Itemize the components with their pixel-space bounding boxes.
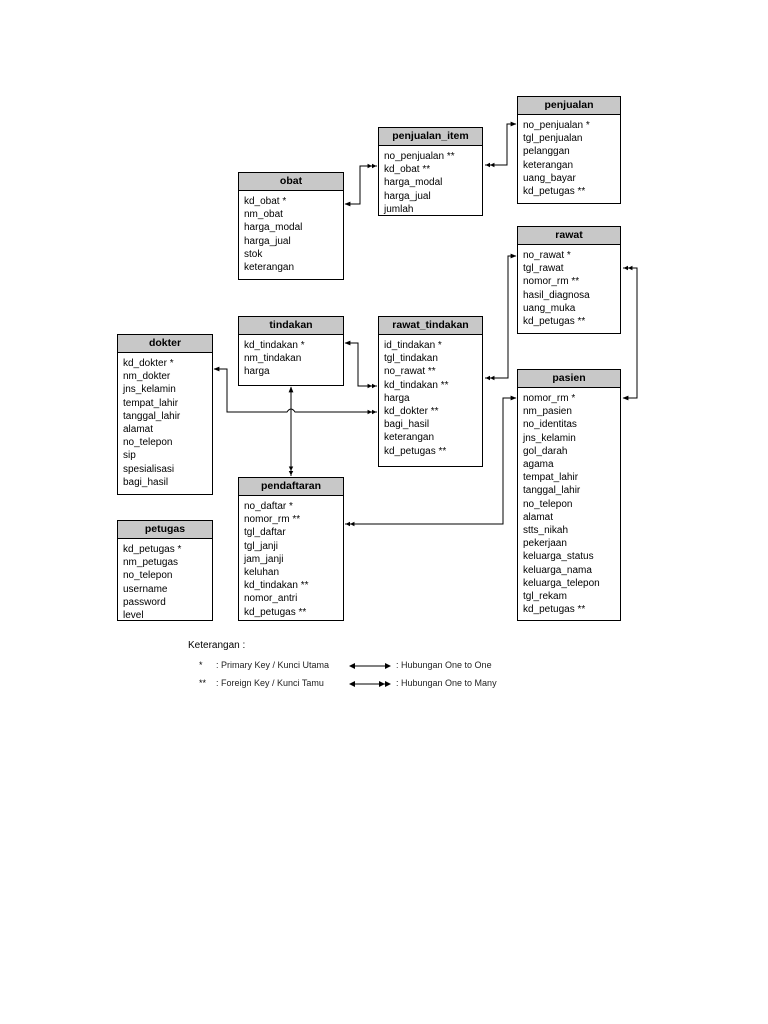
field-list bbox=[379, 335, 482, 460]
legend-desc-primary: : Primary Key / Kunci Utama bbox=[216, 660, 330, 670]
table-title: rawat bbox=[518, 227, 620, 245]
one-to-many-arrow-icon bbox=[348, 679, 392, 689]
field-dokter: nm_dokter bbox=[123, 371, 171, 383]
field-list bbox=[518, 388, 620, 618]
field-pendaftaran: tgl_janji bbox=[244, 540, 278, 552]
field-pendaftaran: kd_tindakan ** bbox=[244, 580, 309, 592]
field-obat: harga_modal bbox=[244, 222, 303, 234]
table-title: petugas bbox=[118, 521, 212, 539]
field-rawat: tgl_rawat bbox=[523, 263, 564, 275]
field-list bbox=[118, 353, 212, 491]
field-penjualan_item: no_penjualan ** bbox=[384, 151, 455, 162]
field-rawat_tindakan: id_tindakan * bbox=[384, 340, 442, 351]
rel-rawat-pasien bbox=[623, 268, 637, 398]
table-pasien bbox=[517, 369, 621, 621]
field-pendaftaran: tgl_daftar bbox=[244, 527, 286, 539]
field-pendaftaran: nomor_antri bbox=[244, 593, 298, 605]
table-petugas bbox=[117, 520, 213, 621]
field-rawat: nomor_rm ** bbox=[523, 276, 580, 288]
field-pasien: keluarga_telepon bbox=[523, 577, 600, 589]
field-dokter: jns_kelamin bbox=[123, 384, 176, 396]
field-list bbox=[518, 245, 620, 330]
field-petugas: username bbox=[123, 583, 168, 595]
field-rawat_tindakan: kd_dokter ** bbox=[384, 406, 439, 418]
table-title: dokter bbox=[118, 335, 212, 353]
table-title: obat bbox=[239, 173, 343, 191]
field-dokter: tanggal_lahir bbox=[123, 410, 181, 422]
field-tindakan: kd_tindakan * bbox=[244, 340, 305, 351]
field-rawat_tindakan: bagi_hasil bbox=[384, 419, 430, 431]
rel-penjualan-penjualan_item bbox=[485, 124, 516, 165]
field-pasien: nomor_rm * bbox=[523, 393, 576, 404]
legend-symbol-foreign: ** bbox=[199, 678, 207, 688]
field-pasien: agama bbox=[523, 459, 554, 471]
field-pendaftaran: kd_petugas ** bbox=[244, 606, 307, 618]
legend-relation-one-to-many: : Hubungan One to Many bbox=[396, 678, 497, 688]
field-list bbox=[118, 539, 212, 624]
field-petugas: no_telepon bbox=[123, 570, 173, 582]
field-rawat_tindakan: kd_petugas ** bbox=[384, 445, 447, 457]
field-dokter: alamat bbox=[123, 424, 154, 436]
field-pasien: gol_darah bbox=[523, 445, 568, 457]
field-rawat_tindakan: harga bbox=[384, 392, 410, 404]
table-penjualan_item bbox=[378, 127, 483, 216]
field-penjualan_item: harga_modal bbox=[384, 177, 443, 189]
field-pasien: jns_kelamin bbox=[523, 432, 576, 444]
field-dokter: bagi_hasil bbox=[123, 476, 169, 488]
field-rawat_tindakan: no_rawat ** bbox=[384, 366, 436, 378]
field-penjualan: pelanggan bbox=[523, 146, 570, 158]
table-rawat_tindakan bbox=[378, 316, 483, 467]
field-pasien: keluarga_nama bbox=[523, 564, 592, 576]
field-list bbox=[239, 496, 343, 621]
field-penjualan: kd_petugas ** bbox=[523, 186, 586, 198]
field-pasien: tempat_lahir bbox=[523, 472, 579, 484]
table-title: penjualan bbox=[518, 97, 620, 115]
legend-title: Keterangan : bbox=[188, 640, 246, 651]
legend bbox=[188, 640, 528, 700]
field-dokter: tempat_lahir bbox=[123, 397, 179, 409]
field-pasien: no_identitas bbox=[523, 419, 577, 431]
field-list bbox=[518, 115, 620, 200]
field-rawat: hasil_diagnosa bbox=[523, 289, 590, 301]
field-obat: stok bbox=[244, 248, 263, 260]
field-tindakan: harga bbox=[244, 366, 270, 378]
field-pasien: keluarga_status bbox=[523, 551, 594, 563]
field-dokter: spesialisasi bbox=[123, 463, 175, 475]
field-pendaftaran: keluhan bbox=[244, 567, 280, 579]
field-pasien: stts_nikah bbox=[523, 525, 569, 537]
field-obat: nm_obat bbox=[244, 209, 283, 221]
field-rawat_tindakan: keterangan bbox=[384, 432, 435, 444]
field-pendaftaran: jam_janji bbox=[244, 553, 284, 565]
field-tindakan: nm_tindakan bbox=[244, 353, 302, 365]
field-penjualan_item: kd_obat ** bbox=[384, 164, 431, 176]
table-penjualan bbox=[517, 96, 621, 204]
field-dokter: kd_dokter * bbox=[123, 358, 174, 369]
field-rawat_tindakan: kd_tindakan ** bbox=[384, 379, 449, 391]
table-title: penjualan_item bbox=[379, 128, 482, 146]
field-petugas: password bbox=[123, 596, 166, 608]
field-penjualan: keterangan bbox=[523, 159, 574, 171]
field-pasien: alamat bbox=[523, 511, 554, 523]
field-petugas: level bbox=[123, 610, 144, 622]
rel-tindakan-rawat_tindakan bbox=[345, 343, 377, 386]
field-dokter: no_telepon bbox=[123, 437, 173, 449]
field-pasien: tgl_rekam bbox=[523, 591, 567, 603]
field-penjualan: uang_bayar bbox=[523, 172, 576, 184]
table-title: rawat_tindakan bbox=[379, 317, 482, 335]
legend-relation-one-to-one: : Hubungan One to One bbox=[396, 660, 492, 670]
field-pasien: pekerjaan bbox=[523, 538, 567, 550]
table-title: tindakan bbox=[239, 317, 343, 335]
field-list bbox=[239, 335, 343, 381]
rel-penjualan_item-obat bbox=[345, 166, 377, 204]
field-rawat_tindakan: tgl_tindakan bbox=[384, 353, 438, 365]
field-pasien: kd_petugas ** bbox=[523, 604, 586, 616]
field-pendaftaran: nomor_rm ** bbox=[244, 514, 301, 526]
table-obat bbox=[238, 172, 344, 280]
field-penjualan: no_penjualan * bbox=[523, 120, 590, 131]
field-rawat: kd_petugas ** bbox=[523, 316, 586, 328]
field-pasien: no_telepon bbox=[523, 498, 573, 510]
legend-desc-foreign: : Foreign Key / Kunci Tamu bbox=[216, 678, 324, 688]
rel-rawat-rawat_tindakan bbox=[485, 256, 516, 378]
one-to-one-arrow-icon bbox=[348, 661, 392, 671]
field-petugas: kd_petugas * bbox=[123, 544, 182, 555]
field-petugas: nm_petugas bbox=[123, 557, 179, 569]
field-obat: harga_jual bbox=[244, 235, 291, 247]
field-pasien: nm_pasien bbox=[523, 406, 572, 418]
table-pendaftaran bbox=[238, 477, 344, 621]
field-penjualan_item: jumlah bbox=[384, 203, 414, 215]
field-rawat: no_rawat * bbox=[523, 250, 571, 261]
field-obat: kd_obat * bbox=[244, 196, 287, 207]
field-list bbox=[379, 146, 482, 218]
table-rawat bbox=[517, 226, 621, 334]
field-rawat: uang_muka bbox=[523, 302, 576, 314]
field-penjualan: tgl_penjualan bbox=[523, 133, 583, 145]
field-list bbox=[239, 191, 343, 276]
field-dokter: sip bbox=[123, 450, 136, 462]
field-pasien: tanggal_lahir bbox=[523, 485, 581, 497]
field-pendaftaran: no_daftar * bbox=[244, 501, 293, 512]
table-dokter bbox=[117, 334, 213, 495]
table-title: pasien bbox=[518, 370, 620, 388]
table-title: pendaftaran bbox=[239, 478, 343, 496]
field-obat: keterangan bbox=[244, 262, 295, 274]
table-tindakan bbox=[238, 316, 344, 386]
field-penjualan_item: harga_jual bbox=[384, 190, 431, 202]
legend-symbol-primary: * bbox=[199, 660, 203, 670]
